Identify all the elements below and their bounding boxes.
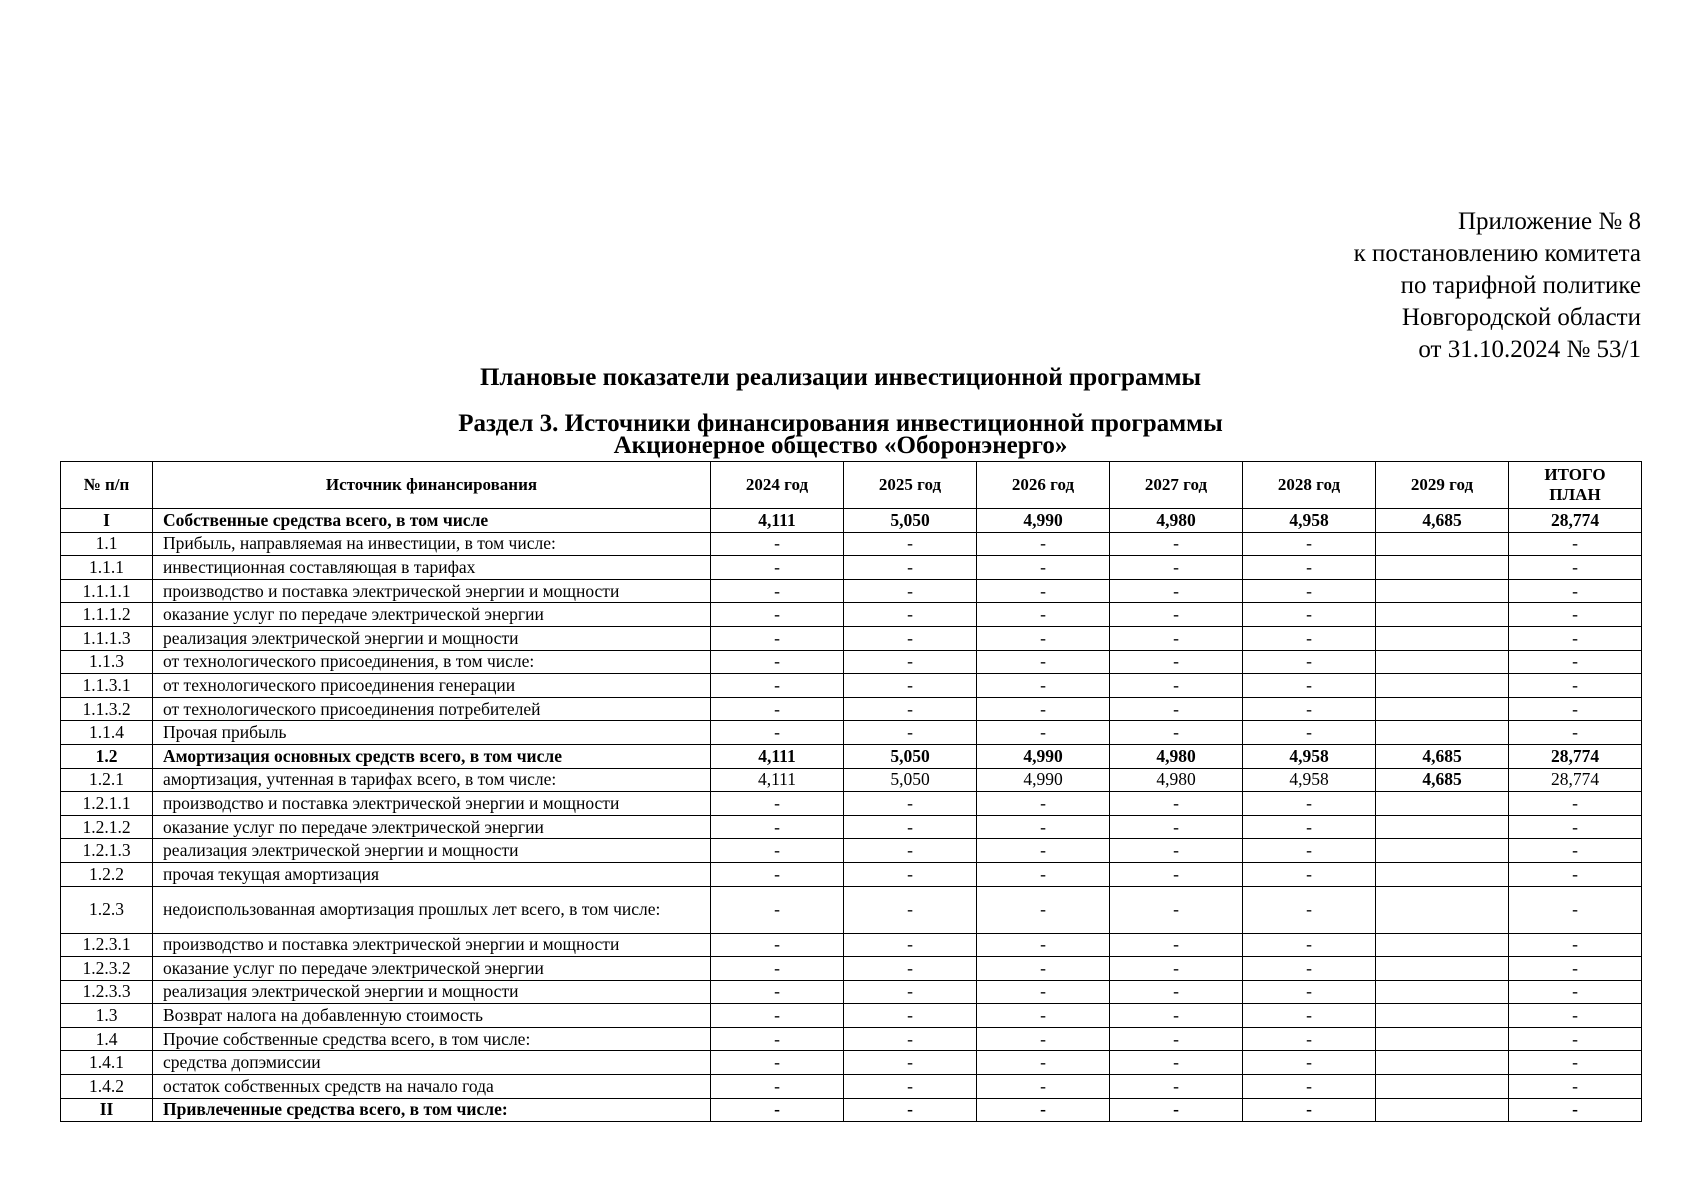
- row-value-cell: -: [977, 626, 1110, 650]
- row-number: 1.1.3: [61, 650, 153, 674]
- row-number: 1.3: [61, 1004, 153, 1028]
- row-value-cell: [1376, 650, 1509, 674]
- row-value-cell: -: [844, 603, 977, 627]
- row-value-cell: -: [1509, 933, 1642, 957]
- row-number: 1.2.1: [61, 768, 153, 792]
- row-value-cell: 4,111: [711, 509, 844, 533]
- row-value-cell: -: [844, 980, 977, 1004]
- row-source-name: от технологического присоединения, в том числе:: [153, 650, 711, 674]
- row-value-cell: 4,990: [977, 509, 1110, 533]
- row-value-cell: -: [711, 815, 844, 839]
- row-value-cell: -: [711, 721, 844, 745]
- table-row: [61, 933, 1642, 957]
- row-value-cell: -: [1509, 1027, 1642, 1051]
- row-value-cell: -: [1509, 815, 1642, 839]
- row-value-cell: -: [844, 579, 977, 603]
- row-number: 1.2.3.3: [61, 980, 153, 1004]
- row-value-cell: -: [1110, 1051, 1243, 1075]
- row-value-cell: -: [1243, 957, 1376, 981]
- row-value-cell: -: [977, 1027, 1110, 1051]
- row-value-cell: -: [1243, 650, 1376, 674]
- row-source-name: инвестиционная составляющая в тарифах: [153, 556, 711, 580]
- row-value-cell: -: [1243, 815, 1376, 839]
- row-value-cell: -: [977, 579, 1110, 603]
- row-value-cell: -: [844, 626, 977, 650]
- row-value-cell: -: [711, 792, 844, 816]
- row-value-cell: -: [977, 862, 1110, 886]
- row-value-cell: [1376, 532, 1509, 556]
- row-value-cell: -: [711, 862, 844, 886]
- row-value-cell: -: [711, 650, 844, 674]
- row-value-cell: -: [844, 650, 977, 674]
- row-value-cell: -: [1110, 933, 1243, 957]
- row-value-cell: -: [1509, 556, 1642, 580]
- row-value-cell: -: [844, 957, 977, 981]
- row-value-cell: -: [711, 886, 844, 933]
- row-source-name: реализация электрической энергии и мощности: [153, 626, 711, 650]
- row-source-name: оказание услуг по передаче электрической энергии: [153, 815, 711, 839]
- row-number: 1.1: [61, 532, 153, 556]
- row-value-cell: -: [1243, 674, 1376, 698]
- row-source-name: прочая текущая амортизация: [153, 862, 711, 886]
- row-value-cell: -: [1243, 626, 1376, 650]
- row-source-name: остаток собственных средств на начало года: [153, 1075, 711, 1099]
- row-value-cell: -: [1110, 721, 1243, 745]
- row-value-cell: -: [977, 603, 1110, 627]
- header-2024: 2024 год: [711, 462, 844, 509]
- row-value-cell: -: [1110, 674, 1243, 698]
- row-value-cell: -: [977, 980, 1110, 1004]
- row-value-cell: -: [1110, 556, 1243, 580]
- row-value-cell: [1376, 957, 1509, 981]
- row-value-cell: -: [1509, 792, 1642, 816]
- row-value-cell: -: [1110, 839, 1243, 863]
- row-source-name: недоиспользованная амортизация прошлых лет всего, в том числе:: [153, 886, 711, 933]
- row-value-cell: -: [1509, 721, 1642, 745]
- row-value-cell: -: [977, 650, 1110, 674]
- table-row: [61, 862, 1642, 886]
- row-value-cell: -: [1243, 1027, 1376, 1051]
- row-value-cell: [1376, 556, 1509, 580]
- row-value-cell: -: [1243, 1075, 1376, 1099]
- row-value-cell: -: [1509, 980, 1642, 1004]
- table-row: [61, 579, 1642, 603]
- table-row: [61, 815, 1642, 839]
- row-value-cell: -: [844, 1098, 977, 1122]
- row-value-cell: -: [1243, 721, 1376, 745]
- row-value-cell: -: [1110, 957, 1243, 981]
- row-value-cell: -: [711, 933, 844, 957]
- table-row: [61, 532, 1642, 556]
- row-source-name: Амортизация основных средств всего, в том числе: [153, 744, 711, 768]
- row-value-cell: -: [1509, 532, 1642, 556]
- row-value-cell: -: [977, 1004, 1110, 1028]
- row-value-cell: -: [977, 933, 1110, 957]
- row-value-cell: 4,111: [711, 744, 844, 768]
- header-source: Источник финансирования: [153, 462, 711, 509]
- row-value-cell: 5,050: [844, 768, 977, 792]
- row-value-cell: -: [1110, 603, 1243, 627]
- row-value-cell: 4,685: [1376, 509, 1509, 533]
- row-source-name: производство и поставка электрической энергии и мощности: [153, 933, 711, 957]
- financing-table: [60, 461, 1642, 1122]
- row-value-cell: -: [1243, 556, 1376, 580]
- row-value-cell: -: [844, 792, 977, 816]
- row-value-cell: 4,958: [1243, 768, 1376, 792]
- row-source-name: оказание услуг по передаче электрической энергии: [153, 957, 711, 981]
- row-value-cell: [1376, 721, 1509, 745]
- row-value-cell: -: [1110, 579, 1243, 603]
- header-total-line1: ИТОГО: [1544, 465, 1606, 484]
- row-value-cell: [1376, 603, 1509, 627]
- row-value-cell: -: [1509, 886, 1642, 933]
- table-row: [61, 744, 1642, 768]
- row-value-cell: 4,685: [1376, 744, 1509, 768]
- row-value-cell: -: [844, 532, 977, 556]
- row-value-cell: -: [844, 697, 977, 721]
- table-row: [61, 721, 1642, 745]
- row-number: I: [61, 509, 153, 533]
- row-value-cell: -: [711, 532, 844, 556]
- row-value-cell: -: [844, 1051, 977, 1075]
- row-value-cell: 28,774: [1509, 509, 1642, 533]
- row-value-cell: -: [844, 886, 977, 933]
- row-value-cell: -: [844, 933, 977, 957]
- row-value-cell: -: [844, 1075, 977, 1099]
- row-value-cell: [1376, 886, 1509, 933]
- row-value-cell: -: [1243, 792, 1376, 816]
- row-number: 1.2.2: [61, 862, 153, 886]
- row-value-cell: -: [711, 1004, 844, 1028]
- header-2025: 2025 год: [844, 462, 977, 509]
- row-value-cell: -: [844, 862, 977, 886]
- row-source-name: производство и поставка электрической энергии и мощности: [153, 792, 711, 816]
- row-value-cell: [1376, 674, 1509, 698]
- table-row: [61, 674, 1642, 698]
- row-value-cell: -: [711, 1098, 844, 1122]
- row-value-cell: -: [711, 556, 844, 580]
- row-value-cell: -: [1110, 792, 1243, 816]
- row-value-cell: -: [1243, 1004, 1376, 1028]
- row-value-cell: -: [1509, 650, 1642, 674]
- appendix-line: к постановлению комитета: [1353, 240, 1641, 267]
- row-value-cell: -: [1243, 862, 1376, 886]
- row-value-cell: -: [1243, 933, 1376, 957]
- row-value-cell: -: [711, 1051, 844, 1075]
- row-value-cell: -: [1509, 674, 1642, 698]
- row-value-cell: -: [711, 1027, 844, 1051]
- row-value-cell: 4,980: [1110, 509, 1243, 533]
- row-value-cell: [1376, 579, 1509, 603]
- header-total-line2: ПЛАН: [1549, 485, 1601, 504]
- row-value-cell: -: [1509, 697, 1642, 721]
- row-value-cell: -: [1110, 532, 1243, 556]
- row-number: 1.2.3: [61, 886, 153, 933]
- row-value-cell: -: [711, 839, 844, 863]
- table-row: [61, 980, 1642, 1004]
- row-value-cell: [1376, 626, 1509, 650]
- header-2028: 2028 год: [1243, 462, 1376, 509]
- row-value-cell: -: [1243, 1051, 1376, 1075]
- row-value-cell: -: [1509, 1098, 1642, 1122]
- row-value-cell: 28,774: [1509, 744, 1642, 768]
- row-value-cell: -: [844, 1004, 977, 1028]
- row-source-name: оказание услуг по передаче электрической энергии: [153, 603, 711, 627]
- table-row: [61, 650, 1642, 674]
- row-value-cell: -: [1243, 532, 1376, 556]
- row-source-name: Прочие собственные средства всего, в том числе:: [153, 1027, 711, 1051]
- table-header-row: [61, 462, 1642, 509]
- row-value-cell: 4,111: [711, 768, 844, 792]
- row-source-name: от технологического присоединения потребителей: [153, 697, 711, 721]
- row-value-cell: -: [1110, 650, 1243, 674]
- row-number: 1.2.1.2: [61, 815, 153, 839]
- row-value-cell: [1376, 1075, 1509, 1099]
- appendix-line: Новгородской области: [1401, 304, 1641, 331]
- row-value-cell: -: [977, 1075, 1110, 1099]
- row-source-name: амортизация, учтенная в тарифах всего, в том числе:: [153, 768, 711, 792]
- row-value-cell: [1376, 1027, 1509, 1051]
- header-2026: 2026 год: [977, 462, 1110, 509]
- row-value-cell: [1376, 980, 1509, 1004]
- row-value-cell: -: [977, 815, 1110, 839]
- row-value-cell: -: [1110, 626, 1243, 650]
- row-number: II: [61, 1098, 153, 1122]
- row-value-cell: -: [1110, 980, 1243, 1004]
- row-value-cell: -: [1509, 626, 1642, 650]
- row-value-cell: 4,980: [1110, 768, 1243, 792]
- row-value-cell: -: [711, 603, 844, 627]
- header-2027: 2027 год: [1110, 462, 1243, 509]
- row-value-cell: -: [1110, 815, 1243, 839]
- row-value-cell: -: [711, 1075, 844, 1099]
- table-row: [61, 509, 1642, 533]
- table-row: [61, 626, 1642, 650]
- table-row: [61, 603, 1642, 627]
- row-number: 1.4.2: [61, 1075, 153, 1099]
- row-value-cell: 4,990: [977, 768, 1110, 792]
- row-value-cell: -: [1110, 697, 1243, 721]
- row-value-cell: -: [1243, 697, 1376, 721]
- row-value-cell: -: [1509, 1075, 1642, 1099]
- row-number: 1.2.1.3: [61, 839, 153, 863]
- row-value-cell: [1376, 792, 1509, 816]
- row-value-cell: [1376, 933, 1509, 957]
- row-value-cell: 28,774: [1509, 768, 1642, 792]
- row-value-cell: -: [977, 839, 1110, 863]
- table-row: [61, 792, 1642, 816]
- appendix-line: Приложение № 8: [1457, 208, 1641, 235]
- row-value-cell: -: [977, 886, 1110, 933]
- row-value-cell: -: [1509, 579, 1642, 603]
- row-value-cell: [1376, 697, 1509, 721]
- row-value-cell: -: [977, 674, 1110, 698]
- row-value-cell: 5,050: [844, 744, 977, 768]
- row-value-cell: -: [977, 721, 1110, 745]
- row-value-cell: [1376, 1098, 1509, 1122]
- header-2029: 2029 год: [1376, 462, 1509, 509]
- row-number: 1.4: [61, 1027, 153, 1051]
- table-row: [61, 1051, 1642, 1075]
- table-row: [61, 556, 1642, 580]
- row-value-cell: -: [977, 792, 1110, 816]
- row-value-cell: -: [711, 697, 844, 721]
- table-row: [61, 1075, 1642, 1099]
- table-row: [61, 1027, 1642, 1051]
- row-source-name: Привлеченные средства всего, в том числе:: [153, 1098, 711, 1122]
- row-value-cell: [1376, 1004, 1509, 1028]
- appendix-line: от 31.10.2024 № 53/1: [1418, 336, 1641, 363]
- row-value-cell: -: [1110, 886, 1243, 933]
- row-number: 1.2.3.2: [61, 957, 153, 981]
- appendix-block: [1354, 206, 1641, 366]
- row-value-cell: -: [1509, 603, 1642, 627]
- row-number: 1.2: [61, 744, 153, 768]
- row-value-cell: -: [711, 674, 844, 698]
- row-value-cell: -: [977, 1051, 1110, 1075]
- header-num: № п/п: [61, 462, 153, 509]
- row-value-cell: -: [1243, 886, 1376, 933]
- row-value-cell: -: [844, 556, 977, 580]
- row-value-cell: 5,050: [844, 509, 977, 533]
- row-value-cell: [1376, 1051, 1509, 1075]
- row-source-name: от технологического присоединения генерации: [153, 674, 711, 698]
- table-row: [61, 839, 1642, 863]
- row-source-name: реализация электрической энергии и мощности: [153, 839, 711, 863]
- row-value-cell: 4,958: [1243, 509, 1376, 533]
- section-title: Раздел 3. Источники финансирования инвестиционной программы: [458, 410, 1223, 437]
- row-value-cell: -: [977, 957, 1110, 981]
- row-value-cell: -: [1509, 957, 1642, 981]
- document-title: Плановые показатели реализации инвестиционной программы: [479, 364, 1202, 391]
- row-value-cell: -: [711, 980, 844, 1004]
- table-row: [61, 957, 1642, 981]
- row-number: 1.4.1: [61, 1051, 153, 1075]
- row-value-cell: -: [1509, 1051, 1642, 1075]
- row-number: 1.1.3.2: [61, 697, 153, 721]
- row-value-cell: -: [844, 674, 977, 698]
- row-value-cell: -: [1509, 1004, 1642, 1028]
- row-source-name: производство и поставка электрической энергии и мощности: [153, 579, 711, 603]
- row-source-name: Собственные средства всего, в том числе: [153, 509, 711, 533]
- row-value-cell: [1376, 815, 1509, 839]
- row-number: 1.1.1.2: [61, 603, 153, 627]
- row-value-cell: [1376, 839, 1509, 863]
- row-value-cell: -: [711, 957, 844, 981]
- row-value-cell: -: [844, 1027, 977, 1051]
- row-value-cell: -: [711, 626, 844, 650]
- row-value-cell: 4,990: [977, 744, 1110, 768]
- row-number: 1.1.1.3: [61, 626, 153, 650]
- row-value-cell: 4,980: [1110, 744, 1243, 768]
- row-value-cell: -: [1110, 1004, 1243, 1028]
- row-value-cell: -: [1509, 862, 1642, 886]
- row-number: 1.1.1: [61, 556, 153, 580]
- row-number: 1.2.3.1: [61, 933, 153, 957]
- row-value-cell: -: [844, 839, 977, 863]
- company-name: Акционерное общество «Оборонэнерго»: [613, 432, 1068, 459]
- appendix-line: по тарифной политике: [1400, 272, 1641, 299]
- row-number: 1.1.3.1: [61, 674, 153, 698]
- row-value-cell: -: [1243, 839, 1376, 863]
- row-value-cell: 4,685: [1376, 768, 1509, 792]
- table-row: [61, 1098, 1642, 1122]
- table-row: [61, 768, 1642, 792]
- row-value-cell: -: [977, 532, 1110, 556]
- row-number: 1.2.1.1: [61, 792, 153, 816]
- row-value-cell: -: [1110, 1098, 1243, 1122]
- row-value-cell: -: [1243, 980, 1376, 1004]
- row-value-cell: -: [1110, 862, 1243, 886]
- row-value-cell: -: [711, 579, 844, 603]
- row-number: 1.1.1.1: [61, 579, 153, 603]
- table-row: [61, 697, 1642, 721]
- table-body: [61, 509, 1642, 1122]
- row-value-cell: -: [1509, 839, 1642, 863]
- row-value-cell: 4,958: [1243, 744, 1376, 768]
- row-source-name: средства допэмиссии: [153, 1051, 711, 1075]
- row-value-cell: -: [977, 1098, 1110, 1122]
- row-value-cell: -: [1243, 579, 1376, 603]
- row-value-cell: [1376, 862, 1509, 886]
- table-row: [61, 1004, 1642, 1028]
- row-value-cell: -: [977, 556, 1110, 580]
- row-source-name: реализация электрической энергии и мощности: [153, 980, 711, 1004]
- row-value-cell: -: [844, 815, 977, 839]
- row-number: 1.1.4: [61, 721, 153, 745]
- row-value-cell: -: [1243, 603, 1376, 627]
- table-row: [61, 886, 1642, 933]
- row-value-cell: -: [1243, 1098, 1376, 1122]
- row-source-name: Прочая прибыль: [153, 721, 711, 745]
- row-value-cell: -: [1110, 1075, 1243, 1099]
- row-source-name: Прибыль, направляемая на инвестиции, в том числе:: [153, 532, 711, 556]
- row-source-name: Возврат налога на добавленную стоимость: [153, 1004, 711, 1028]
- header-total: [1509, 462, 1642, 509]
- row-value-cell: -: [844, 721, 977, 745]
- row-value-cell: -: [977, 697, 1110, 721]
- row-value-cell: -: [1110, 1027, 1243, 1051]
